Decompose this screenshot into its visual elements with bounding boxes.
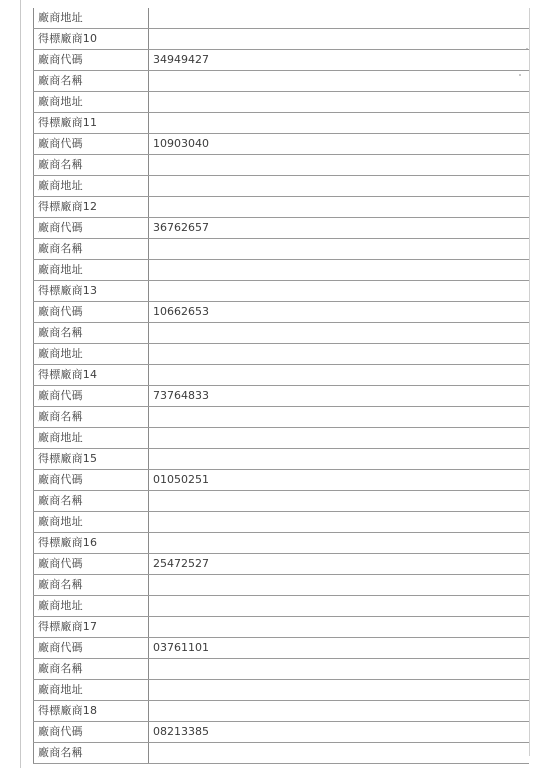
field-label: 廠商代碼	[34, 302, 149, 323]
table-row	[34, 449, 530, 470]
table-row	[34, 8, 530, 29]
field-label: 得標廠商15	[34, 449, 149, 470]
table-row	[34, 50, 530, 71]
table-row	[34, 428, 530, 449]
field-value	[149, 491, 530, 512]
table-row	[34, 743, 530, 764]
field-label: 廠商地址	[34, 8, 149, 29]
field-value	[149, 680, 530, 701]
field-value	[149, 659, 530, 680]
field-label: 得標廠商16	[34, 533, 149, 554]
field-label: 得標廠商17	[34, 617, 149, 638]
field-value	[149, 596, 530, 617]
field-value: 01050251	[149, 470, 530, 491]
field-value	[149, 428, 530, 449]
table-row	[34, 659, 530, 680]
table-row	[34, 260, 530, 281]
table-row	[34, 302, 530, 323]
field-value	[149, 323, 530, 344]
field-value	[149, 197, 530, 218]
field-value	[149, 113, 530, 134]
table-row	[34, 218, 530, 239]
table-row	[34, 344, 530, 365]
field-label: 得標廠商10	[34, 29, 149, 50]
table-row	[34, 323, 530, 344]
field-value: 36762657	[149, 218, 530, 239]
table-row	[34, 533, 530, 554]
field-value	[149, 176, 530, 197]
vendor-record-table	[33, 8, 529, 764]
page-right-edge	[529, 8, 530, 756]
binding-margin-line	[20, 0, 21, 768]
field-value: 73764833	[149, 386, 530, 407]
field-value	[149, 617, 530, 638]
field-label: 廠商代碼	[34, 218, 149, 239]
table-row	[34, 71, 530, 92]
field-label: 廠商代碼	[34, 638, 149, 659]
field-value	[149, 449, 530, 470]
table-row	[34, 512, 530, 533]
field-value	[149, 92, 530, 113]
field-value	[149, 407, 530, 428]
field-value	[149, 701, 530, 722]
field-label: 廠商名稱	[34, 239, 149, 260]
field-label: 廠商名稱	[34, 659, 149, 680]
field-value	[149, 281, 530, 302]
field-value	[149, 155, 530, 176]
field-label: 廠商地址	[34, 92, 149, 113]
field-value: 34949427	[149, 50, 530, 71]
table-row	[34, 386, 530, 407]
field-label: 廠商名稱	[34, 71, 149, 92]
table-row	[34, 596, 530, 617]
field-label: 廠商名稱	[34, 323, 149, 344]
table-row	[34, 155, 530, 176]
field-value	[149, 71, 530, 92]
table-row	[34, 197, 530, 218]
table-row	[34, 470, 530, 491]
field-label: 廠商名稱	[34, 491, 149, 512]
field-value	[149, 344, 530, 365]
field-value	[149, 512, 530, 533]
field-label: 廠商地址	[34, 260, 149, 281]
field-label: 得標廠商14	[34, 365, 149, 386]
table-row	[34, 92, 530, 113]
table-row	[34, 491, 530, 512]
field-label: 廠商地址	[34, 512, 149, 533]
table-row	[34, 701, 530, 722]
field-label: 廠商地址	[34, 344, 149, 365]
field-value: 10662653	[149, 302, 530, 323]
table-row	[34, 113, 530, 134]
field-label: 廠商代碼	[34, 386, 149, 407]
field-label: 廠商地址	[34, 176, 149, 197]
field-value	[149, 743, 530, 764]
table-row	[34, 176, 530, 197]
table-row	[34, 617, 530, 638]
field-value	[149, 29, 530, 50]
table-row	[34, 554, 530, 575]
table-row	[34, 29, 530, 50]
field-value	[149, 8, 530, 29]
field-label: 廠商代碼	[34, 134, 149, 155]
table-row	[34, 638, 530, 659]
field-value	[149, 239, 530, 260]
table-row	[34, 134, 530, 155]
field-label: 廠商代碼	[34, 554, 149, 575]
table-row	[34, 407, 530, 428]
table-row	[34, 722, 530, 743]
field-label: 廠商代碼	[34, 722, 149, 743]
field-label: 廠商代碼	[34, 470, 149, 491]
field-label: 廠商地址	[34, 596, 149, 617]
field-label: 得標廠商12	[34, 197, 149, 218]
field-value: 25472527	[149, 554, 530, 575]
vendor-record-rows	[34, 8, 530, 764]
field-label: 廠商地址	[34, 428, 149, 449]
table-row	[34, 365, 530, 386]
field-label: 得標廠商18	[34, 701, 149, 722]
field-label: 得標廠商11	[34, 113, 149, 134]
table-row	[34, 239, 530, 260]
table-row	[34, 680, 530, 701]
field-label: 廠商名稱	[34, 155, 149, 176]
table-row	[34, 281, 530, 302]
field-label: 廠商名稱	[34, 407, 149, 428]
field-value	[149, 575, 530, 596]
table-row	[34, 575, 530, 596]
field-label: 廠商地址	[34, 680, 149, 701]
field-label: 廠商代碼	[34, 50, 149, 71]
field-value: 03761101	[149, 638, 530, 659]
field-value	[149, 260, 530, 281]
field-value	[149, 365, 530, 386]
field-value: 08213385	[149, 722, 530, 743]
field-label: 廠商名稱	[34, 743, 149, 764]
field-label: 得標廠商13	[34, 281, 149, 302]
field-label: 廠商名稱	[34, 575, 149, 596]
field-value	[149, 533, 530, 554]
field-value: 10903040	[149, 134, 530, 155]
